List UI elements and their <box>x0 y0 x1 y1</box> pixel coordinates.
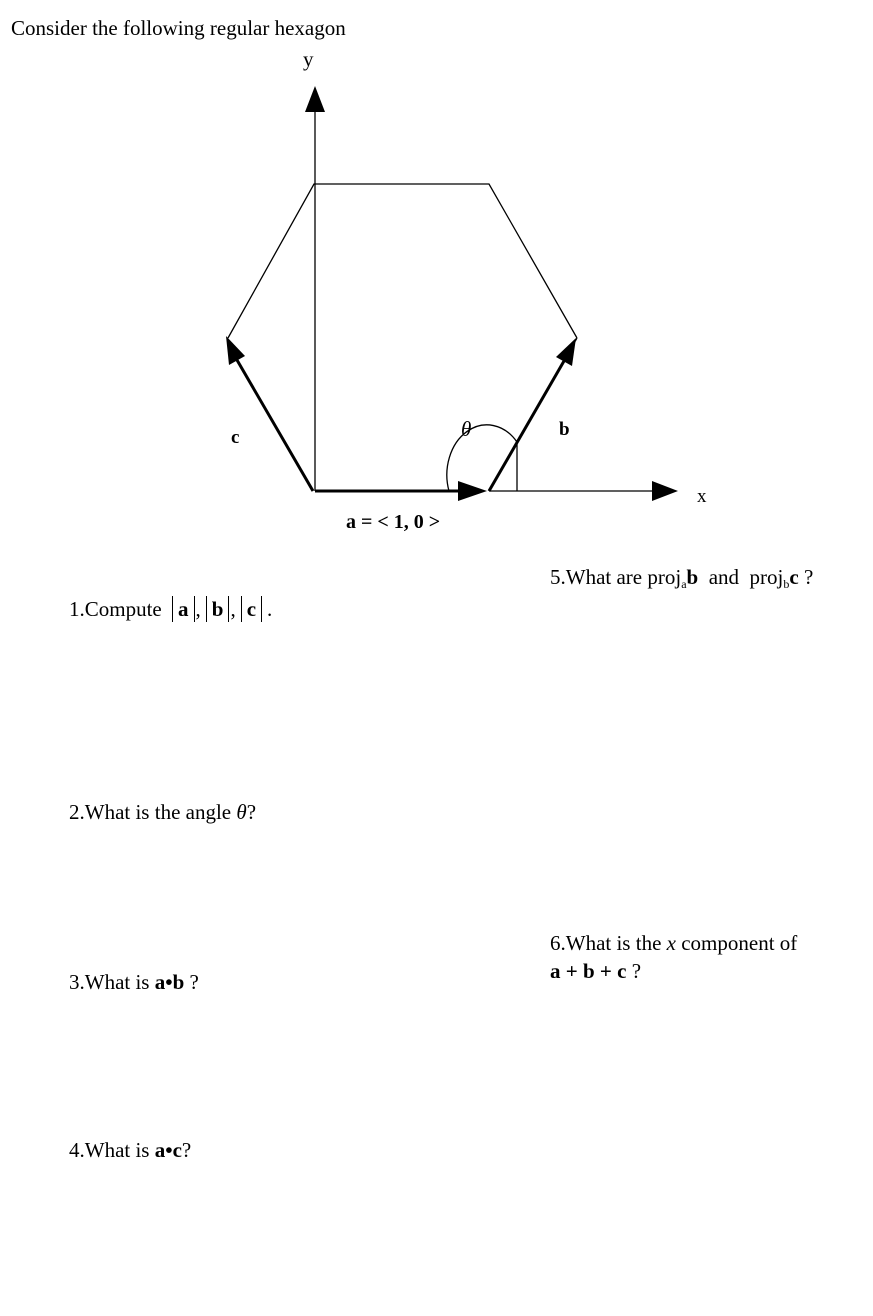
theta-label: θ <box>461 417 472 441</box>
vector-a-arrowhead <box>458 481 487 501</box>
question-1 <box>69 596 272 622</box>
question-1-vector-c: c <box>246 597 257 621</box>
question-2-prefix: 2.What is the angle <box>69 800 232 824</box>
question-3-end: ? <box>189 970 199 994</box>
question-6-line-1 <box>550 931 797 956</box>
question-5-vector-b: b <box>686 565 699 589</box>
abs-bar <box>194 596 195 622</box>
question-5-prefix: 5.What are <box>550 565 643 589</box>
question-1-comma: , <box>195 597 201 621</box>
question-5-subscript-a: a <box>681 577 687 591</box>
question-4-expression: a•c <box>154 1138 182 1162</box>
question-6-suffix: component of <box>681 931 798 955</box>
question-3 <box>69 970 199 995</box>
question-1-prefix: 1.Compute <box>69 597 162 621</box>
x-axis-arrowhead <box>652 481 678 501</box>
vector-c-arrowhead <box>226 336 245 365</box>
hexagon-figure <box>0 0 873 560</box>
question-5-vector-c: c <box>789 565 799 589</box>
vector-a-label: a = < 1, 0 > <box>346 511 441 533</box>
hexagon-outline <box>228 184 577 338</box>
y-axis-arrowhead <box>305 86 325 112</box>
question-2 <box>69 800 256 825</box>
vector-b <box>489 361 564 491</box>
question-5-and: and <box>708 565 740 589</box>
abs-bar <box>261 596 262 622</box>
abs-bar <box>241 596 242 622</box>
question-5-proj-2: proj <box>749 565 784 589</box>
question-2-theta: θ <box>236 800 247 824</box>
abs-bar <box>172 596 173 622</box>
question-6-end: ? <box>631 959 642 983</box>
question-1-period: . <box>267 597 273 621</box>
question-2-end: ? <box>246 800 257 824</box>
question-3-prefix: 3.What is <box>69 970 150 994</box>
vector-c-label: c <box>231 427 240 448</box>
question-6-variable-x: x <box>666 931 676 955</box>
x-axis-label: x <box>697 486 707 507</box>
question-1-comma: , <box>230 597 236 621</box>
vector-b-arrowhead <box>556 338 576 366</box>
question-1-vector-a: a <box>178 597 189 621</box>
question-1-vector-b: b <box>211 597 224 621</box>
intro-text: Consider the following regular hexagon <box>11 16 346 40</box>
y-axis-label: y <box>303 47 314 71</box>
question-4-prefix: 4.What is <box>69 1138 150 1162</box>
question-5-subscript-b: b <box>783 577 790 591</box>
question-5 <box>550 565 813 592</box>
question-5-end: ? <box>803 565 814 589</box>
question-3-expression: a•b <box>154 970 185 994</box>
vector-b-label: b <box>559 419 570 440</box>
question-5-proj-1: proj <box>647 565 682 589</box>
question-4-end: ? <box>181 1138 192 1162</box>
question-4 <box>69 1138 191 1163</box>
question-6-prefix: 6.What is the <box>550 931 662 955</box>
abs-bar <box>206 596 207 622</box>
question-6-expression: a + b + c <box>550 959 627 983</box>
question-6-line-2 <box>550 959 641 984</box>
vector-c <box>237 360 313 491</box>
